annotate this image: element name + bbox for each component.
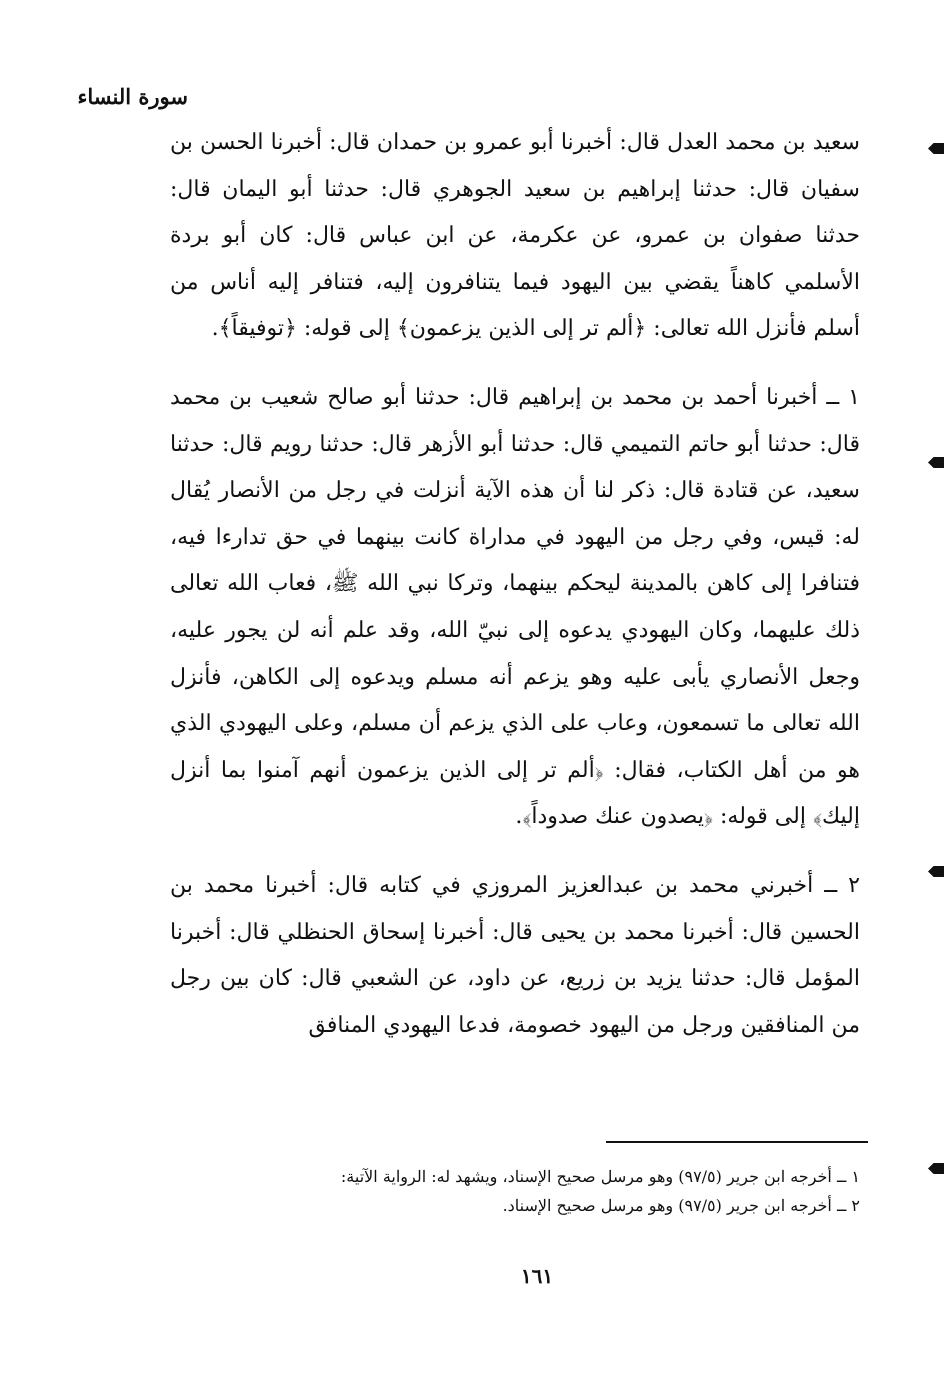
footnotes xyxy=(190,1162,860,1220)
margin-arrow-icon xyxy=(928,1163,944,1174)
margin-arrow-icon xyxy=(928,143,944,154)
paragraph-1: سعيد بن محمد العدل قال: أخبرنا أبو عمرو بن حمدان قال: أخبرنا الحسن بن سفيان قال: حدثنا إبراهيم بن سعيد الجوهري قال: حدثنا أبو اليمان قال: حدثنا صفوان بن عمرو، عن عكرمة، عن ابن عباس قال: كان أبو بردة الأسلمي كاهناً يقضي بين اليهود فيما يتنافرون إليه، فتنافر إليه أناس من أسلم فأنزل الله تعالى: ﴿ألم تر إلى الذين يزعمون﴾ إلى قوله: ﴿توفيقاً﴾. xyxy=(170,130,860,342)
footnote-2: ٢ ــ أخرجه ابن جرير (٩٧/٥) وهو مرسل صحيح الإسناد. xyxy=(502,1196,860,1215)
footnote-1: ١ ــ أخرجه ابن جرير (٩٧/٥) وهو مرسل صحيح الإسناد، ويشهد له: الرواية الآتية: xyxy=(340,1167,860,1186)
main-text xyxy=(170,120,860,1049)
paragraph-3: ٢ ــ أخبرني محمد بن عبدالعزيز المروزي في كتابه قال: أخبرنا محمد بن الحسين قال: أخبرنا محمد بن يحيى قال: أخبرنا إسحاق الحنظلي قال: أخبرنا المؤمل قال: حدثنا يزيد بن زريع، عن داود، عن الشعبي قال: كان بين رجل من المنافقين ورجل من اليهود خصومة، فدعا اليهودي المنافق xyxy=(170,872,860,1038)
page-number: ١٦١ xyxy=(520,1264,554,1288)
margin-arrow-icon xyxy=(928,866,944,877)
surah-header: سورة النساء xyxy=(77,84,188,109)
footnote-divider xyxy=(606,1141,868,1143)
paragraph-2: ١ ــ أخبرنا أحمد بن محمد بن إبراهيم قال: حدثنا أبو صالح شعيب بن محمد قال: حدثنا أبو حاتم التميمي قال: حدثنا أبو الأزهر قال: حدثنا رويم قال: حدثنا سعيد، عن قتادة قال: ذكر لنا أن هذه الآية أنزلت في رجل من الأنصار يُقال له: قيس، وفي رجل من اليهود في مداراة كانت بينهما في حق تدارءا فيه، فتنافرا إلى كاهن بالمدينة ليحكم بينهما، وتركا نبي الله ﷺ، فعاب الله تعالى ذلك عليهما، وكان اليهودي يدعوه إلى نبيّ الله، وقد علم أنه لن يجور عليه، وجعل الأنصاري يأبى عليه وهو يزعم أنه مسلم ويدعوه إلى الكاهن، فأنزل الله تعالى ما تسمعون، وعاب على الذي يزعم أن مسلم، وعلى اليهودي الذي هو من أهل الكتاب، فقال: ﴿ألم تر إلى الذين يزعمون أنهم آمنوا بما أنزل إليك﴾ إلى قوله: ﴿يصدون عنك صدوداً﴾. xyxy=(170,384,860,830)
margin-arrow-icon xyxy=(928,457,944,468)
